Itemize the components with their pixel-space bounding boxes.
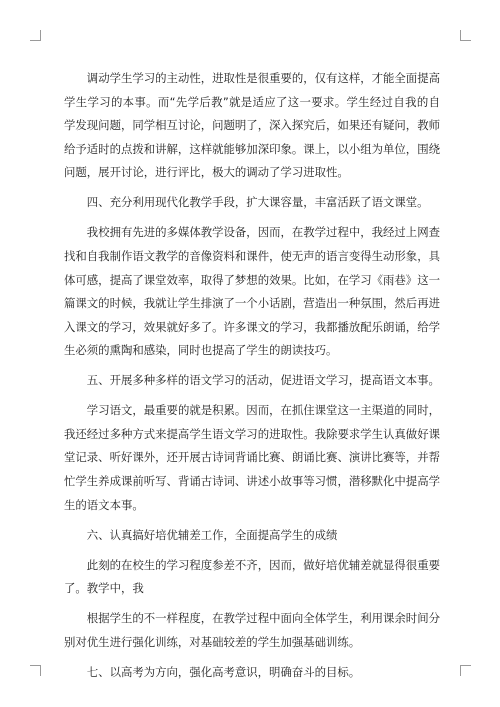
heading-section-seven: 七、以高考为方向，强化高考意识，明确奋斗的目标。 (86, 664, 361, 679)
crop-mark-top-right (460, 30, 471, 41)
heading-section-five: 五、开展多种多样的语文学习的活动，促进语文学习，提高语文本事。 (86, 373, 440, 388)
crop-mark-top-left (30, 30, 41, 41)
document-body (64, 67, 440, 691)
heading-section-six: 六、认真搞好培优辅差工作，全面提高学生的成绩 (86, 527, 338, 542)
crop-mark-bottom-left (30, 665, 41, 676)
paragraph-student-initiative: 调动学生学习的主动性，进取性是很重要的，仅有这样，才能全面提高学生学习的本事。而“先学后教”就是适应了这一要求。学生经过自我的自学发现问题，同学相互讨论，问题明了，深入探究后，如果还有疑问，教师给予适时的点拨和讲解，这样就能够加深印象。课上，以小组为单位，围绕问题，展开讨论，进行评比，极大的调动了学习进取性。 (64, 71, 440, 180)
paragraph-training: 根据学生的不一样程度，在教学过程中面向全体学生，利用课余时间分别对优生进行强化训练，对基础较差的学生加强基础训练。 (64, 611, 440, 649)
paragraph-student-levels: 此刻的在校生的学习程度参差不齐，因而，做好培优辅差就显得很重要了。教学中，我 (64, 557, 440, 596)
paragraph-accumulation: 学习语文，最重要的就是积累。因而，在抓住课堂这一主渠道的同时，我还经过多种方式来提高学生语文学习的进取性。我除要求学生认真做好课堂记录、听好课外，还开展古诗词背诵比赛、朗诵比赛、演讲比赛等，并帮忙学生养成课前听写、背诵古诗词、讲述小故事等习惯，潜移默化中提高学生的语文本事。 (64, 403, 440, 512)
crop-mark-bottom-right (460, 665, 471, 676)
heading-section-four: 四、充分利用现代化教学手段，扩大课容量，丰富活跃了语文课堂。 (86, 195, 429, 210)
paragraph-multimedia: 我校拥有先进的多媒体教学设备，因而，在教学过程中，我经过上网查找和自我制作语文教学的音像资料和课件，使无声的语言变得生动形象，具体可感，提高了课堂效率，取得了梦想的效果。比如，在学习《雨巷》这一篇课文的时候，我就让学生排演了一个小话剧，营造出一种氛围，然后再进入课文的学习，效果就好多了。许多课文的学习，我都播放配乐朗诵，给学生必须的熏陶和感染，同时也提高了学生的朗读技巧。 (64, 225, 440, 358)
